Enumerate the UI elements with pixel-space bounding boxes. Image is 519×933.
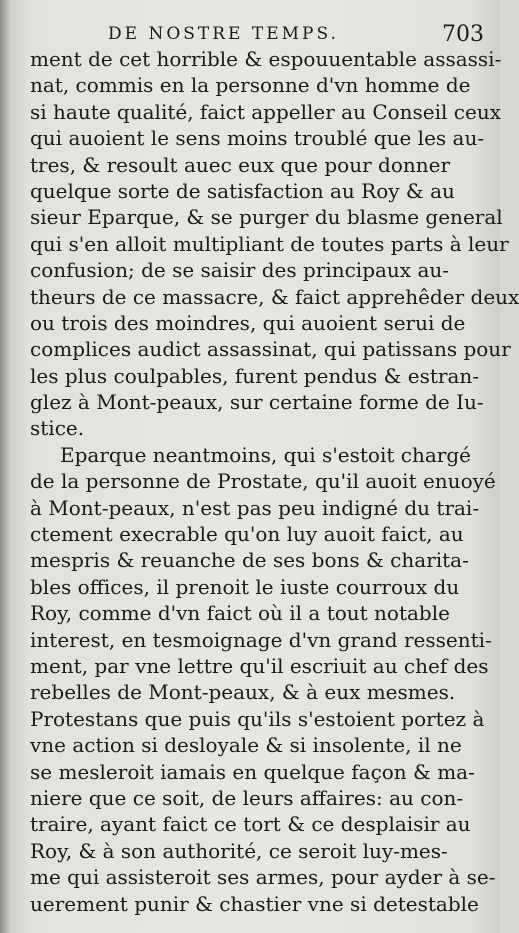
text-line: tres, & resoult auec eux que pour donner [30, 152, 451, 177]
text-line: Protestans que puis qu'ils s'estoient portez à [30, 706, 485, 731]
text-line: traire, ayant faict ce tort & ce desplaisir au [30, 812, 471, 837]
text-line: qui auoient le sens moins troublé que les au- [30, 126, 485, 151]
text-line: rebelles de Mont-peaux, & à eux mesmes. [30, 680, 456, 705]
text-line: de la personne de Prostate, qu'il auoit enuoyé [30, 469, 496, 494]
text-line: theurs de ce massacre, & faict apprehêder deux [30, 284, 519, 309]
page-number: 703 [442, 22, 484, 47]
text-line: complices audict assassinat, qui patissans pour [30, 337, 511, 362]
text-line: confusion; de se saisir des principaux au- [30, 258, 450, 283]
text-line-paragraph-start: Eparque neantmoins, qui s'estoit chargé [60, 442, 471, 467]
text-line: me qui assisteroit ses armes, pour ayder à se- [30, 865, 496, 890]
text-line: se mesleroit iamais en quelque façon & ma- [30, 759, 475, 784]
text-line: ctement execrable qu'on luy auoit faict, au [30, 522, 464, 547]
text-line: à Mont-peaux, n'est pas peu indigné du trai- [30, 495, 480, 520]
page-gutter-shadow [0, 0, 10, 933]
text-line: interest, en tesmoignage d'vn grand ressenti- [30, 627, 492, 652]
running-head: DE NOSTRE TEMPS. [108, 24, 339, 44]
text-line: glez à Mont-peaux, sur certaine forme de Iu- [30, 390, 484, 415]
text-line: stice. [30, 416, 85, 441]
text-line: sieur Eparque, & se purger du blasme general [30, 205, 503, 230]
text-line: mespris & reuanche de ses bons & charita- [30, 548, 469, 573]
text-line: bles offices, il prenoit le iuste courroux du [30, 574, 460, 599]
text-line: Roy, comme d'vn faict où il a tout notable [30, 601, 450, 626]
text-line: ment de cet horrible & espouuentable assassi- [30, 47, 502, 71]
text-line: vne action si desloyale & si insolente, il ne [30, 733, 462, 758]
text-line: nat, commis en la personne d'vn homme de [30, 73, 471, 98]
body-text [30, 46, 519, 917]
text-line: ment, par vne lettre qu'il escriuit au chef des [30, 653, 489, 678]
text-line: quelque sorte de satisfaction au Roy & au [30, 178, 455, 203]
text-line: ou trois des moindres, qui auoient serui de [30, 310, 466, 335]
text-line: si haute qualité, faict appeller au Conseil ceux [30, 99, 501, 124]
text-line: uerement punir & chastier vne si detestable [30, 891, 479, 916]
text-line: qui s'en alloit multipliant de toutes parts à leur [30, 231, 509, 256]
text-line: niere que ce soit, de leurs affaires: au con- [30, 785, 464, 810]
text-line: les plus coulpables, furent pendus & estran- [30, 363, 480, 388]
text-line: Roy, & à son authorité, ce seroit luy-mes- [30, 838, 448, 863]
